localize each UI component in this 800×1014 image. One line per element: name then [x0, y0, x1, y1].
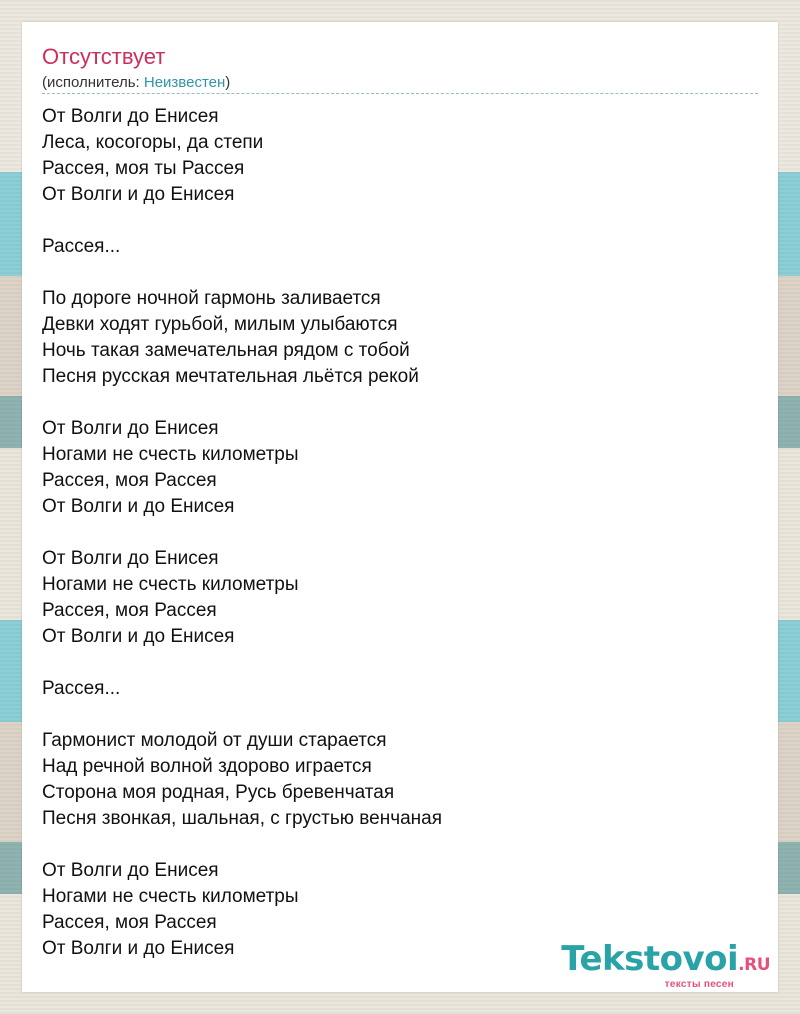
- artist-link[interactable]: Неизвестен: [143, 74, 226, 91]
- site-logo[interactable]: [561, 941, 770, 990]
- lyric-line: От Волги до Енисея: [42, 860, 219, 881]
- lyric-line: [42, 702, 758, 728]
- lyric-line: Рассея, моя ты Рассея: [42, 158, 245, 179]
- lyric-line: Песня звонкая, шальная, с грустью венчаная: [42, 808, 443, 829]
- lyrics-text: [42, 104, 758, 962]
- lyric-line: Рассея...: [42, 236, 121, 257]
- lyric-line: Песня русская мечтательная льётся рекой: [42, 366, 419, 387]
- lyric-line: От Волги и до Енисея: [42, 184, 235, 205]
- lyric-line: Рассея...: [42, 678, 121, 699]
- lyric-line: [42, 520, 758, 546]
- logo-tagline: тексты песен: [664, 979, 734, 990]
- lyric-line: Ногами не счесть километры: [42, 444, 299, 465]
- header-divider: [42, 93, 758, 94]
- logo-main-text: Tekstovoi: [561, 939, 739, 979]
- lyric-line: От Волги и до Енисея: [42, 496, 235, 517]
- lyric-line: Над речной волной здорово играется: [42, 756, 372, 777]
- lyric-line: [42, 390, 758, 416]
- lyric-line: [42, 208, 758, 234]
- lyric-line: Сторона моя родная, Русь бревенчатая: [42, 782, 395, 803]
- logo-tld: .RU: [738, 955, 770, 975]
- lyric-line: Гармонист молодой от души старается: [42, 730, 387, 751]
- lyric-line: Леса, косогоры, да степи: [42, 132, 264, 153]
- lyric-line: [42, 832, 758, 858]
- lyric-line: Ногами не счесть километры: [42, 574, 299, 595]
- lyric-line: От Волги до Енисея: [42, 106, 219, 127]
- lyric-line: Рассея, моя Рассея: [42, 470, 217, 491]
- lyric-line: [42, 260, 758, 286]
- lyric-line: Рассея, моя Рассея: [42, 912, 217, 933]
- lyric-line: По дороге ночной гармонь заливается: [42, 288, 381, 309]
- lyric-line: От Волги и до Енисея: [42, 938, 235, 959]
- artist-prefix: (исполнитель:: [42, 74, 144, 91]
- lyric-line: Ночь такая замечательная рядом с тобой: [42, 340, 410, 361]
- lyric-line: От Волги до Енисея: [42, 418, 219, 439]
- lyric-line: Ногами не счесть километры: [42, 886, 299, 907]
- lyric-line: От Волги до Енисея: [42, 548, 219, 569]
- lyric-line: От Волги и до Енисея: [42, 626, 235, 647]
- artist-line: [42, 74, 230, 91]
- lyric-line: Девки ходят гурьбой, милым улыбаются: [42, 314, 398, 335]
- artist-suffix: ): [225, 74, 231, 91]
- lyrics-card: [22, 22, 778, 992]
- lyric-line: Рассея, моя Рассея: [42, 600, 217, 621]
- lyric-line: [42, 650, 758, 676]
- song-title: Отсутствует: [42, 44, 166, 69]
